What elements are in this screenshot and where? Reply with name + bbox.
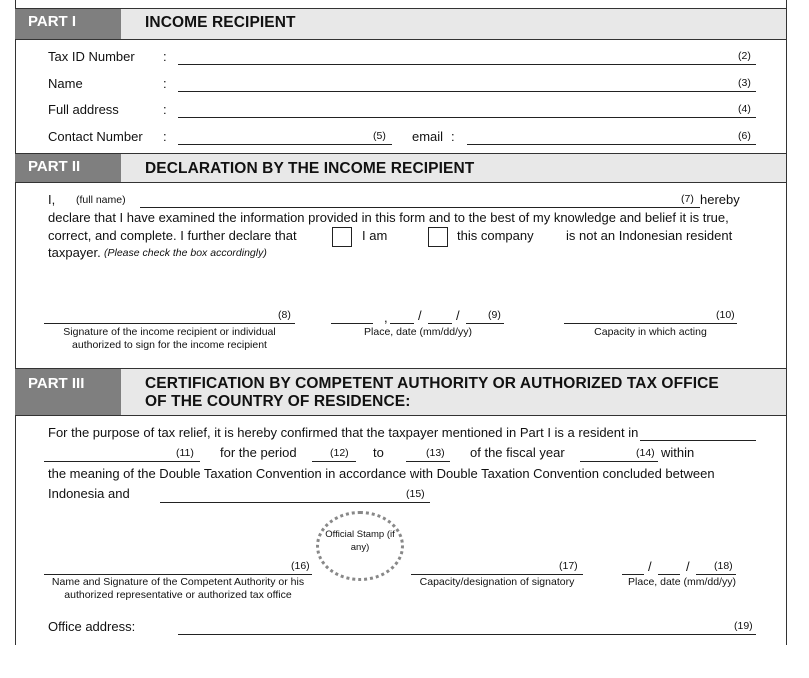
part3-tag: PART III (15, 369, 121, 415)
part3-title-2: OF THE COUNTRY OF RESIDENCE: (145, 393, 411, 410)
part2-tag: PART II (15, 154, 121, 182)
name-field[interactable] (178, 91, 756, 92)
this-company-checkbox[interactable] (428, 227, 448, 247)
declaration-text-2: correct, and complete. I further declare that (48, 228, 297, 243)
stamp-text: Official Stamp (if any) (325, 529, 395, 553)
name-label: Name (48, 76, 83, 91)
this-company-label: this company (457, 228, 534, 243)
slash: / (418, 308, 422, 323)
within-text: within (661, 445, 695, 460)
colon: : (451, 129, 455, 144)
period-start-field[interactable] (312, 461, 356, 462)
field-number-6: (6) (738, 130, 751, 142)
i-am-checkbox[interactable] (332, 227, 352, 247)
partner-country-field[interactable] (160, 502, 430, 503)
cert-place-date-caption: Place, date (mm/dd/yy) (628, 576, 736, 588)
cert-day-field[interactable] (658, 574, 680, 575)
field-number-11: (11) (176, 447, 194, 459)
colon: : (163, 102, 167, 117)
field-number-4: (4) (738, 103, 751, 115)
day-field[interactable] (428, 323, 452, 324)
authority-signature-caption: Name and Signature of the Competent Authority or his authorized representative or authorized tax office (51, 576, 305, 601)
i-label: I, (48, 192, 56, 207)
official-stamp-seal (316, 511, 404, 581)
field-number-7: (7) (681, 193, 694, 205)
address-label: Full address (48, 102, 119, 117)
comma: , (384, 310, 388, 325)
field-number-16: (16) (291, 560, 310, 572)
declaration-text: declare that I have examined the information provided in this form and to the best of my knowledge and belief it is true, (48, 210, 729, 225)
field-number-3: (3) (738, 77, 751, 89)
place-date-caption: Place, date (mm/dd/yy) (364, 326, 472, 338)
part3-header (15, 368, 786, 416)
cert-month-field[interactable] (622, 574, 644, 575)
email-field[interactable] (467, 144, 756, 145)
field-number-14: (14) (636, 447, 655, 459)
field-number-15: (15) (406, 488, 425, 500)
part1-header (15, 8, 786, 40)
slash: / (648, 559, 652, 574)
part3-title-1: CERTIFICATION BY COMPETENT AUTHORITY OR AUTHORIZED TAX OFFICE (145, 375, 719, 392)
office-address-label: Office address: (48, 619, 136, 634)
signatory-capacity-caption: Capacity/designation of signatory (419, 576, 575, 588)
hereby-text: hereby (700, 192, 740, 207)
month-field[interactable] (390, 323, 414, 324)
cert-year-field[interactable] (696, 574, 736, 575)
field-number-10: (10) (716, 309, 735, 321)
signature-caption: Signature of the income recipient or individual authorized to sign for the income recipient (63, 326, 276, 351)
office-address-field[interactable] (178, 634, 756, 635)
contact-label: Contact Number (48, 129, 143, 144)
fiscal-year-text: of the fiscal year (470, 445, 565, 460)
country-field[interactable] (640, 440, 756, 441)
part1-tag: PART I (15, 9, 121, 39)
certification-text: For the purpose of tax relief, it is hereby confirmed that the taxpayer mentioned in Part I is a resident in (48, 425, 639, 440)
field-number-8: (8) (278, 309, 291, 321)
part2-title: DECLARATION BY THE INCOME RECIPIENT (145, 160, 475, 177)
fiscal-year-field[interactable] (580, 461, 658, 462)
slash: / (456, 308, 460, 323)
taxpayer-text: taxpayer. (48, 245, 101, 260)
address-field[interactable] (178, 117, 756, 118)
to-text: to (373, 445, 384, 460)
tax-id-label: Tax ID Number (48, 49, 135, 64)
year-field[interactable] (466, 323, 504, 324)
tax-id-field[interactable] (178, 64, 756, 65)
field-number-19: (19) (734, 620, 753, 632)
i-am-label: I am (362, 228, 388, 243)
part1-title: INCOME RECIPIENT (145, 14, 296, 31)
field-number-17: (17) (559, 560, 578, 572)
email-label: email (412, 129, 444, 144)
field-number-2: (2) (738, 50, 751, 62)
check-note: (Please check the box accordingly) (104, 247, 267, 259)
slash: / (686, 559, 690, 574)
capacity-caption: Capacity in which acting (594, 326, 707, 338)
full-name-hint: (full name) (76, 194, 126, 206)
place-field[interactable] (331, 323, 373, 324)
full-name-field[interactable] (140, 207, 700, 208)
field-number-18: (18) (714, 560, 733, 572)
capacity-field[interactable] (564, 323, 737, 324)
indonesia-and-text: Indonesia and (48, 486, 130, 501)
authority-signature-field[interactable] (44, 574, 312, 575)
signatory-capacity-field[interactable] (411, 574, 583, 575)
not-resident-text: is not an Indonesian resident (566, 228, 733, 243)
colon: : (163, 49, 167, 64)
country-field-continued[interactable] (44, 461, 200, 462)
contact-field[interactable] (178, 144, 392, 145)
field-number-13: (13) (426, 447, 445, 459)
convention-text: the meaning of the Double Taxation Convention in accordance with Double Taxation Convention concluded between (48, 466, 715, 481)
signature-field[interactable] (44, 323, 295, 324)
colon: : (163, 76, 167, 91)
field-number-5: (5) (373, 130, 386, 142)
field-number-12: (12) (330, 447, 349, 459)
for-period-text: for the period (220, 445, 297, 460)
field-number-9: (9) (488, 309, 501, 321)
part2-header (15, 153, 786, 183)
period-end-field[interactable] (406, 461, 450, 462)
colon: : (163, 129, 167, 144)
